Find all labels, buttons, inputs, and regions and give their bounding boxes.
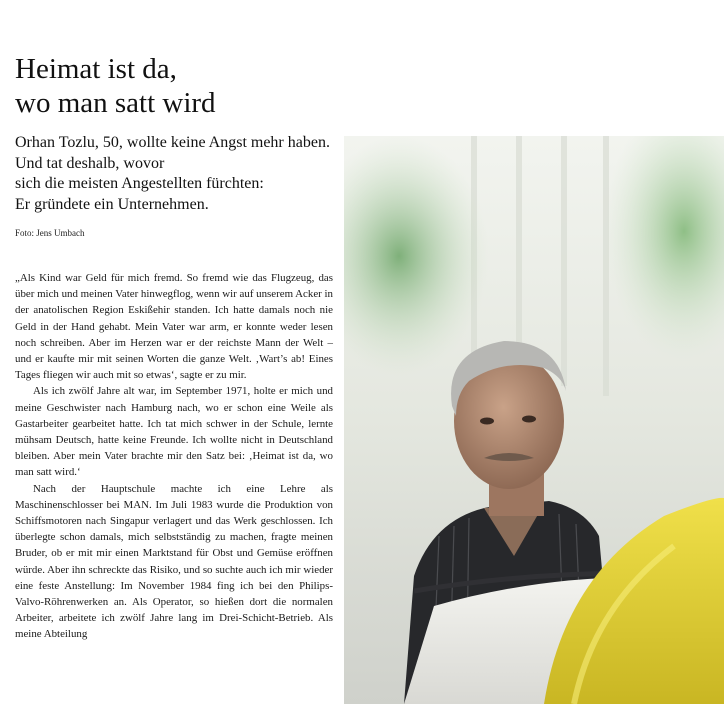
headline-line-1: Heimat ist da,	[15, 53, 177, 85]
portrait-illustration	[344, 136, 724, 704]
lead-line-4: Er gründete ein Unternehmen.	[15, 195, 209, 213]
article-lead	[15, 133, 335, 215]
photo-credit: Foto: Jens Umbach	[15, 228, 85, 238]
portrait-photo	[344, 136, 724, 704]
body-paragraph-3: Nach der Hauptschule machte ich eine Lehre als Maschinenschlosser bei MAN. Im Juli 1983 wurde die Produktion von Schiffsmotoren nach Singapur verlagert und das Werk geschlossen. Ich überlegte schon damals, mich selbstständig zu machen, fragte meinen Bruder, ob er mit mir einen Marktstand für Obst und Gemüse eröffnen würde. Aber ihn schreckte das Risiko, und so suchte auch ich mir wieder eine feste Anstellung: Im November 1984 fing ich bei den Philips-Valvo-Röhrenwerken an. Als Operator, so hießen dort die normalen Arbeiter, arbeitete ich zwölf Jahre lang im Drei-Schicht-Betrieb. Als meine Abteilung	[15, 482, 333, 641]
article-headline	[15, 52, 216, 120]
lead-line-3: sich die meisten Angestellten fürchten:	[15, 175, 264, 192]
body-paragraph-1: „Als Kind war Geld für mich fremd. So fremd wie das Flugzeug, das über mich und meinen Vater hinwegflog, wenn wir auf unserem Acker in der anatolischen Region Eskißehir standen. Ich hatte damals noch nie Geld in der Hand gehabt. Mein Vater war arm, er konnte weder lesen noch schreiben. Aber im Herzen war er der reichste Mann der Welt – und er kaufte mir mit seinen Worten die ganze Welt. ‚Wart’s ab! Eines Tages fliegen wir auch mit so etwas‘, sagte er zu mir.	[15, 272, 333, 382]
headline-line-2: wo man satt wird	[15, 87, 216, 119]
lead-line-1: Orhan Tozlu, 50, wollte keine Angst mehr haben.	[15, 134, 330, 151]
body-paragraph-2: Als ich zwölf Jahre alt war, im September 1971, holte er mich und meine Geschwister nach Hamburg nach, wo er schon eine Weile als Gastarbeiter gearbeitet hatte. Ich tat mich schwer in der Schule, lernte mühsam Deutsch, hatte keine Freunde. Ich wollte nicht in Deutschland bleiben. Aber mein Vater brachte mir den Satz bei: ‚Heimat ist da, wo man satt wird.‘	[15, 385, 333, 479]
article-body	[15, 270, 333, 643]
lead-line-2: Und tat deshalb, wovor	[15, 154, 165, 172]
